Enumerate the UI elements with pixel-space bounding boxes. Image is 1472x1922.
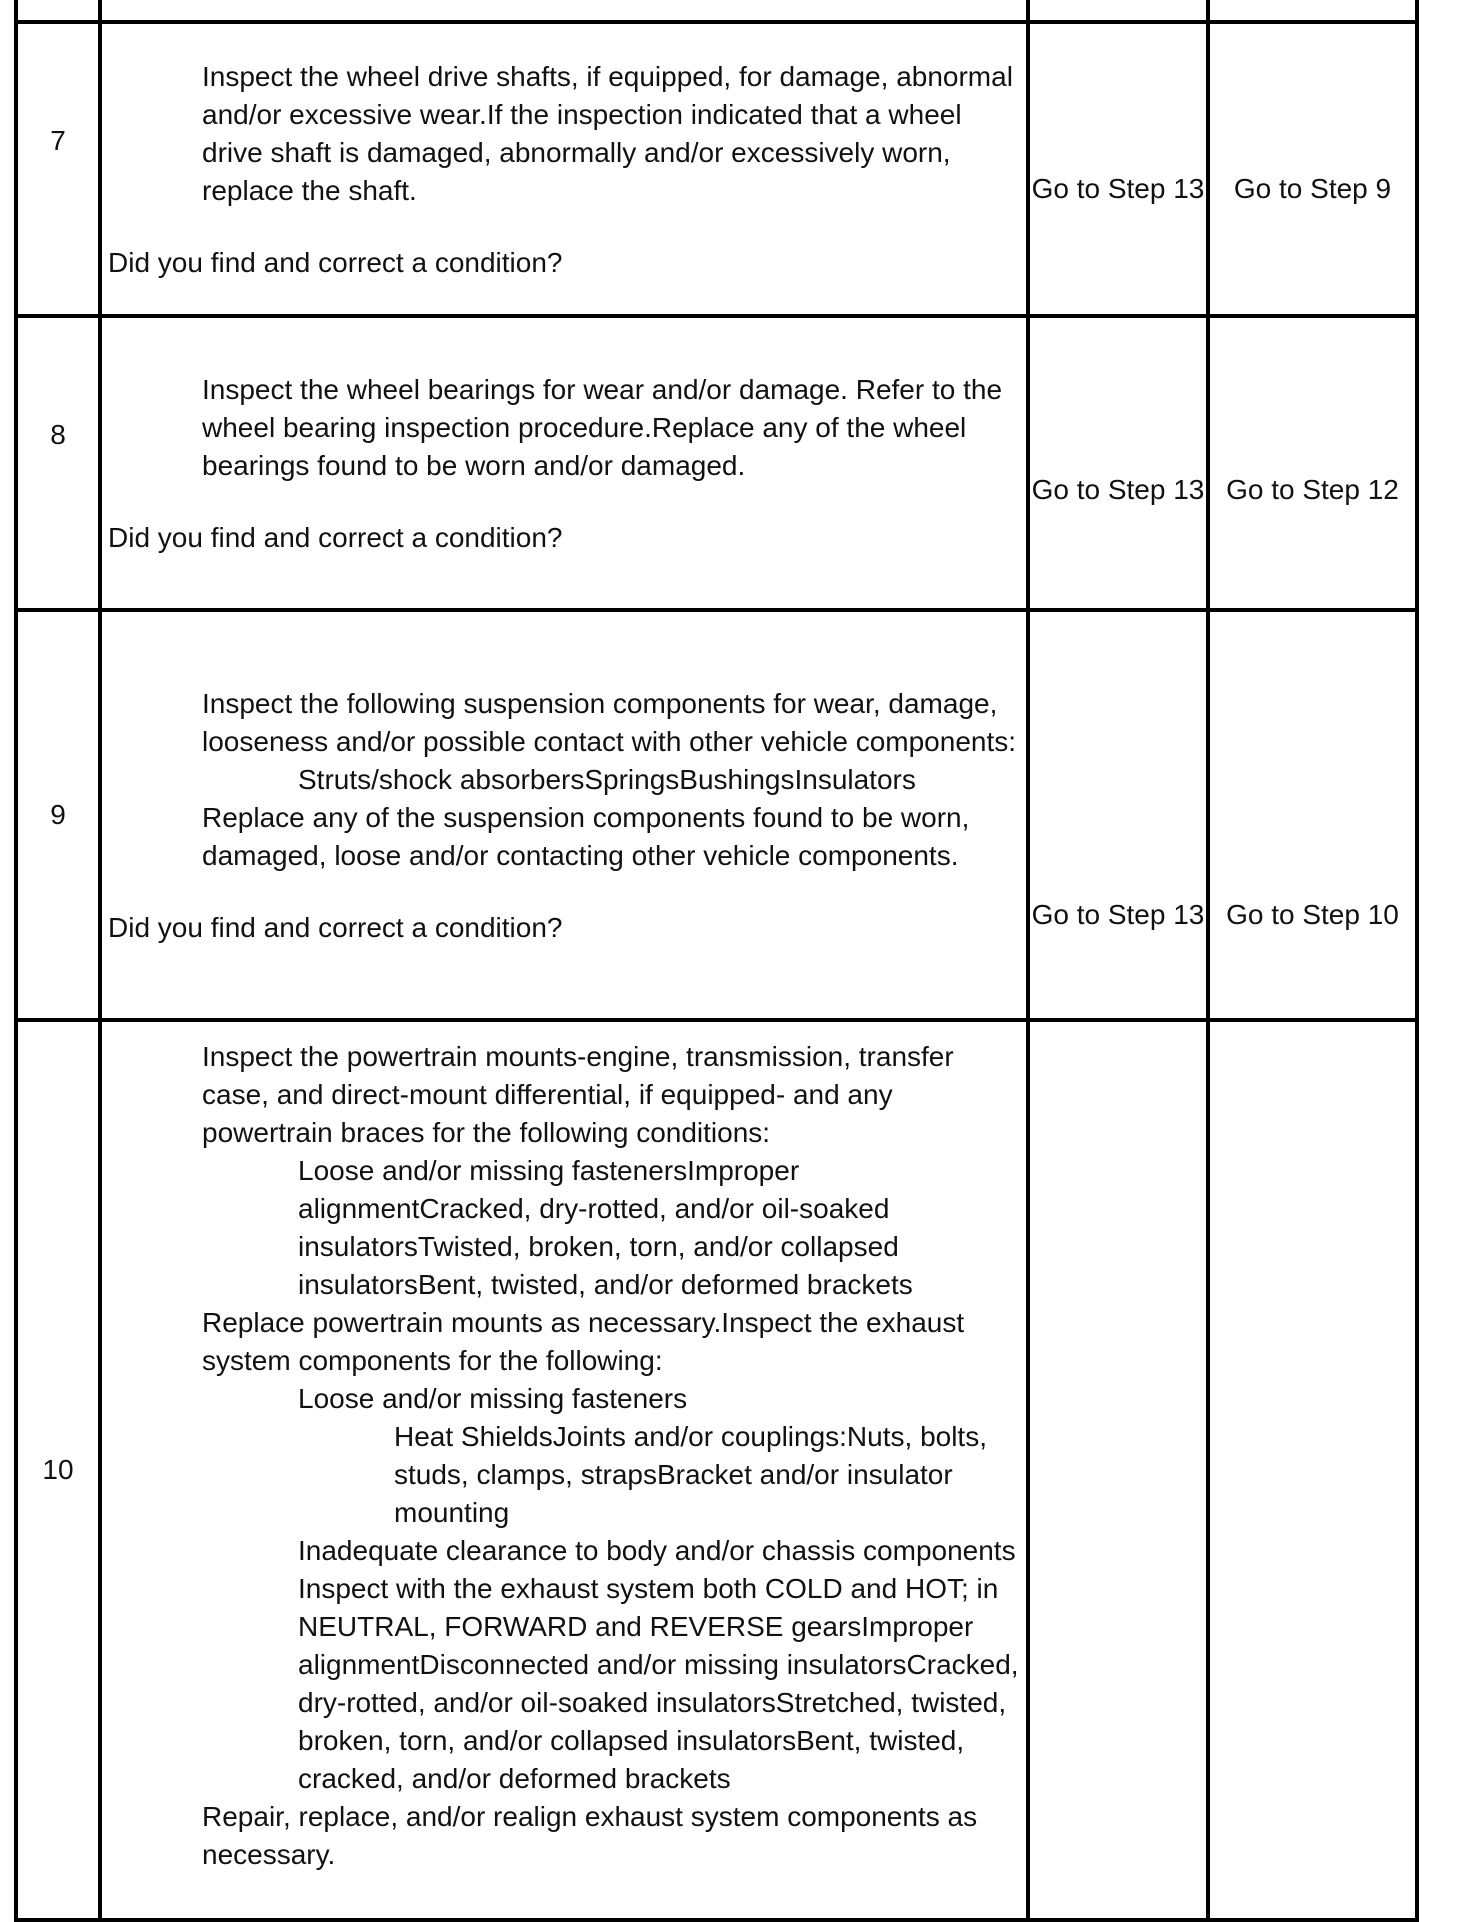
action-paragraph: Inspect the powertrain mounts-engine, transmission, transfer case, and direct-mount differential, if equipped- and any powertrain braces for the following conditions: xyxy=(202,1041,954,1148)
yes-result: Go to Step 13 xyxy=(1028,316,1208,610)
action-paragraph: Inspect the wheel bearings for wear and/or damage. Refer to the wheel bearing inspection procedure.Replace any of the wheel bearings found to be worn and/or damaged. xyxy=(202,374,1003,481)
no-result: Go to Step 12 xyxy=(1208,316,1417,610)
no-result: Go to Step 9 xyxy=(1208,22,1417,316)
yes-result: Go to Step 13 xyxy=(1028,22,1208,316)
no-result xyxy=(1208,1020,1417,1920)
no-result: Go to Step 10 xyxy=(1208,610,1417,1020)
table-row-step-8 xyxy=(16,316,1417,610)
step-number: 7 xyxy=(16,22,100,316)
step-question: Did you find and correct a condition? xyxy=(108,912,563,943)
action-paragraph: Inspect the wheel drive shafts, if equipped, for damage, abnormal and/or excessive wear.If the inspection indicated that a wheel drive shaft is damaged, abnormally and/or excessively worn, replace the shaft. xyxy=(202,61,1013,206)
table-row-step-7 xyxy=(16,22,1417,316)
action-paragraph: Loose and/or missing fastenersImproper alignmentCracked, dry-rotted, and/or oil-soaked insulatorsTwisted, broken, torn, and/or collapsed insulatorsBent, twisted, and/or deformed brackets xyxy=(298,1155,913,1300)
step-action xyxy=(100,610,1028,1020)
step-number: 9 xyxy=(16,610,100,1020)
step-number: 10 xyxy=(16,1020,100,1920)
yes-result xyxy=(1028,1020,1208,1920)
action-paragraph: Heat ShieldsJoints and/or couplings:Nuts, bolts, studs, clamps, strapsBracket and/or insulator mounting xyxy=(394,1421,987,1528)
step-action xyxy=(100,1020,1028,1920)
action-paragraph: Replace any of the suspension components found to be worn, damaged, loose and/or contacting other vehicle components. xyxy=(202,802,970,871)
diagnostic-steps-table xyxy=(14,0,1419,1922)
table-row-step-9 xyxy=(16,610,1417,1020)
step-question: Did you find and correct a condition? xyxy=(108,522,563,553)
action-paragraph: Inadequate clearance to body and/or chassis components Inspect with the exhaust system both COLD and HOT; in NEUTRAL, FORWARD and REVERSE gearsImproper alignmentDisconnected and/or missing insulatorsCracked, dry-rotted, and/or oil-soaked insulatorsStretched, twisted, broken, torn, and/or collapsed insulatorsBent, twisted, cracked, and/or deformed brackets xyxy=(298,1535,1019,1794)
action-paragraph: Repair, replace, and/or realign exhaust system components as necessary. xyxy=(202,1801,978,1870)
table-row-partial xyxy=(16,0,1417,22)
action-paragraph: Replace powertrain mounts as necessary.Inspect the exhaust system components for the following: xyxy=(202,1307,965,1376)
action-paragraph: Struts/shock absorbersSpringsBushingsInsulators xyxy=(298,764,916,795)
step-question: Did you find and correct a condition? xyxy=(108,247,563,278)
step-number: 8 xyxy=(16,316,100,610)
action-paragraph: Inspect the following suspension components for wear, damage, looseness and/or possible contact with other vehicle components: xyxy=(202,688,1017,757)
action-paragraph: Loose and/or missing fasteners xyxy=(298,1383,688,1414)
table-row-step-10 xyxy=(16,1020,1417,1920)
step-action xyxy=(100,316,1028,610)
yes-result: Go to Step 13 xyxy=(1028,610,1208,1020)
step-action xyxy=(100,22,1028,316)
